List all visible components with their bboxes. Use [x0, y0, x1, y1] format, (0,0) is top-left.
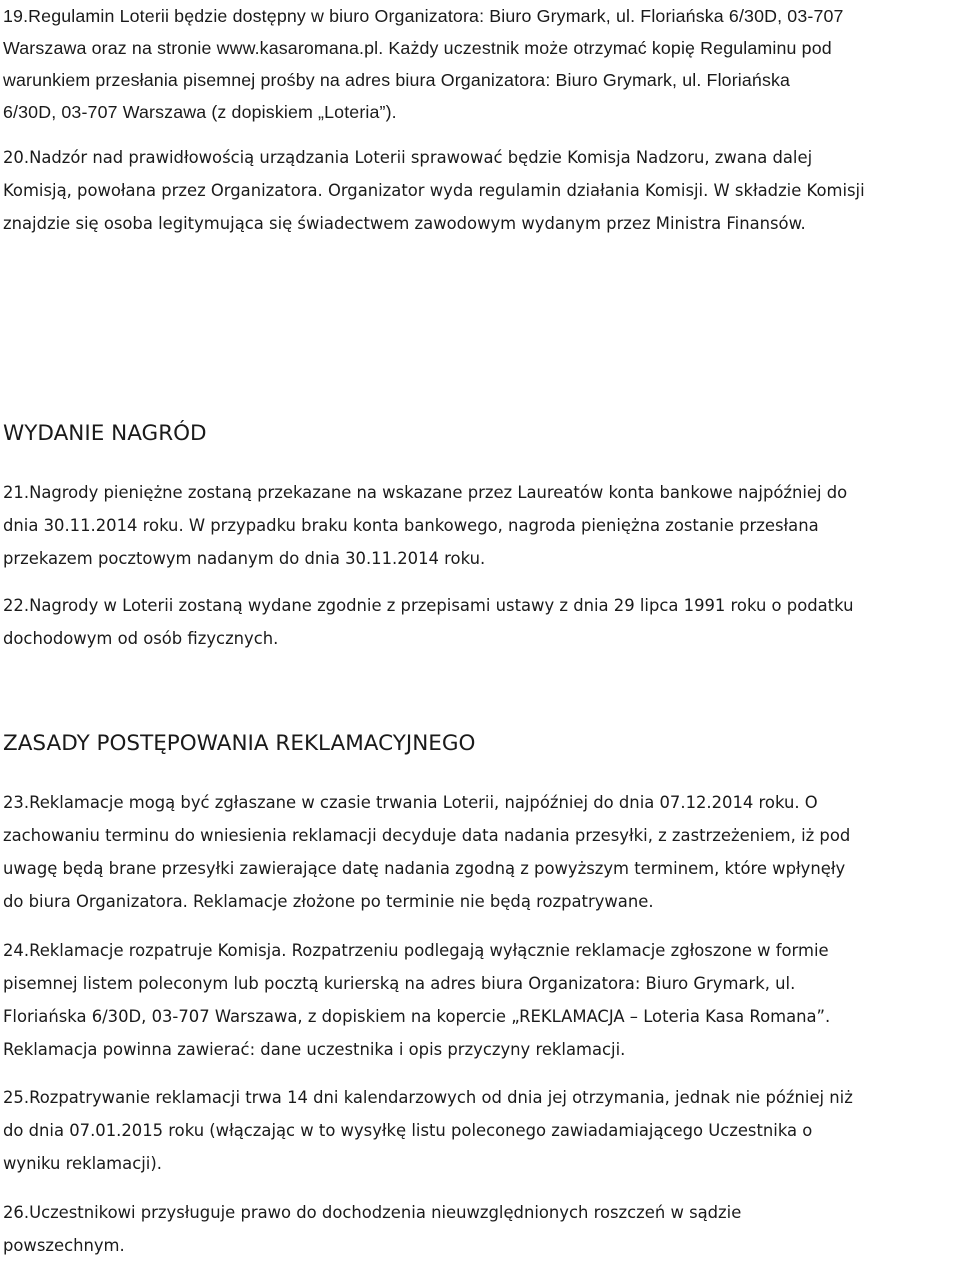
paragraph-line: powszechnym. — [3, 1236, 125, 1255]
paragraph-23 — [3, 786, 958, 918]
paragraph-21 — [3, 476, 958, 575]
paragraph-25 — [3, 1081, 958, 1180]
paragraph-line: 23.Reklamacje mogą być zgłaszane w czasie trwania Loterii, najpóźniej do dnia 07.12.2014 roku. O — [3, 793, 818, 812]
paragraph-line: 6/30D, 03-707 Warszawa (z dopiskiem „Loteria”). — [3, 102, 397, 122]
paragraph-line: znajdzie się osoba legitymująca się świadectwem zawodowym wydanym przez Ministra Finansów. — [3, 214, 806, 233]
paragraph-24 — [3, 934, 958, 1066]
paragraph-line: wyniku reklamacji). — [3, 1154, 162, 1173]
section-heading-complaints: ZASADY POSTĘPOWANIA REKLAMACYJNEGO — [3, 731, 476, 756]
paragraph-20 — [3, 141, 958, 240]
paragraph-line: do dnia 07.01.2015 roku (włączając w to wysyłkę listu poleconego zawiadamiającego Uczestnika o — [3, 1121, 813, 1140]
section-heading-prizes: WYDANIE NAGRÓD — [3, 421, 207, 446]
paragraph-line: uwagę będą brane przesyłki zawierające datę nadania zgodną z powyższym terminem, które wpłynęły — [3, 859, 846, 878]
paragraph-line: 21.Nagrody pieniężne zostaną przekazane na wskazane przez Laureatów konta bankowe najpóźniej do — [3, 483, 848, 502]
paragraph-line: zachowaniu terminu do wniesienia reklamacji decyduje data nadania przesyłki, z zastrzeżeniem, iż pod — [3, 826, 851, 845]
paragraph-line: 20.Nadzór nad prawidłowością urządzania Loterii sprawować będzie Komisja Nadzoru, zwana dalej — [3, 148, 813, 167]
paragraph-line: do biura Organizatora. Reklamacje złożone po terminie nie będą rozpatrywane. — [3, 892, 654, 911]
paragraph-19 — [3, 0, 958, 128]
paragraph-line: warunkiem przesłania pisemnej prośby na adres biura Organizatora: Biuro Grymark, ul. Floriańska — [3, 70, 791, 90]
paragraph-26 — [3, 1196, 958, 1262]
paragraph-line: 24.Reklamacje rozpatruje Komisja. Rozpatrzeniu podlegają wyłącznie reklamacje zgłoszone w formie — [3, 941, 829, 960]
paragraph-line: 22.Nagrody w Loterii zostaną wydane zgodnie z przepisami ustawy z dnia 29 lipca 1991 roku o podatku — [3, 596, 854, 615]
paragraph-line: przekazem pocztowym nadanym do dnia 30.11.2014 roku. — [3, 549, 486, 568]
paragraph-line: 26.Uczestnikowi przysługuje prawo do dochodzenia nieuwzględnionych roszczeń w sądzie — [3, 1203, 742, 1222]
paragraph-line: dochodowym od osób fizycznych. — [3, 629, 279, 648]
paragraph-line: 25.Rozpatrywanie reklamacji trwa 14 dni kalendarzowych od dnia jej otrzymania, jednak nie później niż — [3, 1088, 853, 1107]
paragraph-line: dnia 30.11.2014 roku. W przypadku braku konta bankowego, nagroda pieniężna zostanie przesłana — [3, 516, 819, 535]
paragraph-line: Reklamacja powinna zawierać: dane uczestnika i opis przyczyny reklamacji. — [3, 1040, 626, 1059]
paragraph-line: Komisją, powołana przez Organizatora. Organizator wyda regulamin działania Komisji. W składzie Komisji — [3, 181, 865, 200]
paragraph-line: 19.Regulamin Loterii będzie dostępny w biuro Organizatora: Biuro Grymark, ul. Floriańska 6/30D, 03-707 — [3, 6, 844, 26]
paragraph-line: Warszawa oraz na stronie www.kasaromana.pl. Każdy uczestnik może otrzymać kopię Regulaminu pod — [3, 38, 832, 58]
paragraph-22 — [3, 589, 958, 655]
paragraph-line: Floriańska 6/30D, 03-707 Warszawa, z dopiskiem na kopercie „REKLAMACJA – Loteria Kasa Romana”. — [3, 1007, 831, 1026]
paragraph-line: pisemnej listem poleconym lub pocztą kurierską na adres biura Organizatora: Biuro Grymark, ul. — [3, 974, 796, 993]
